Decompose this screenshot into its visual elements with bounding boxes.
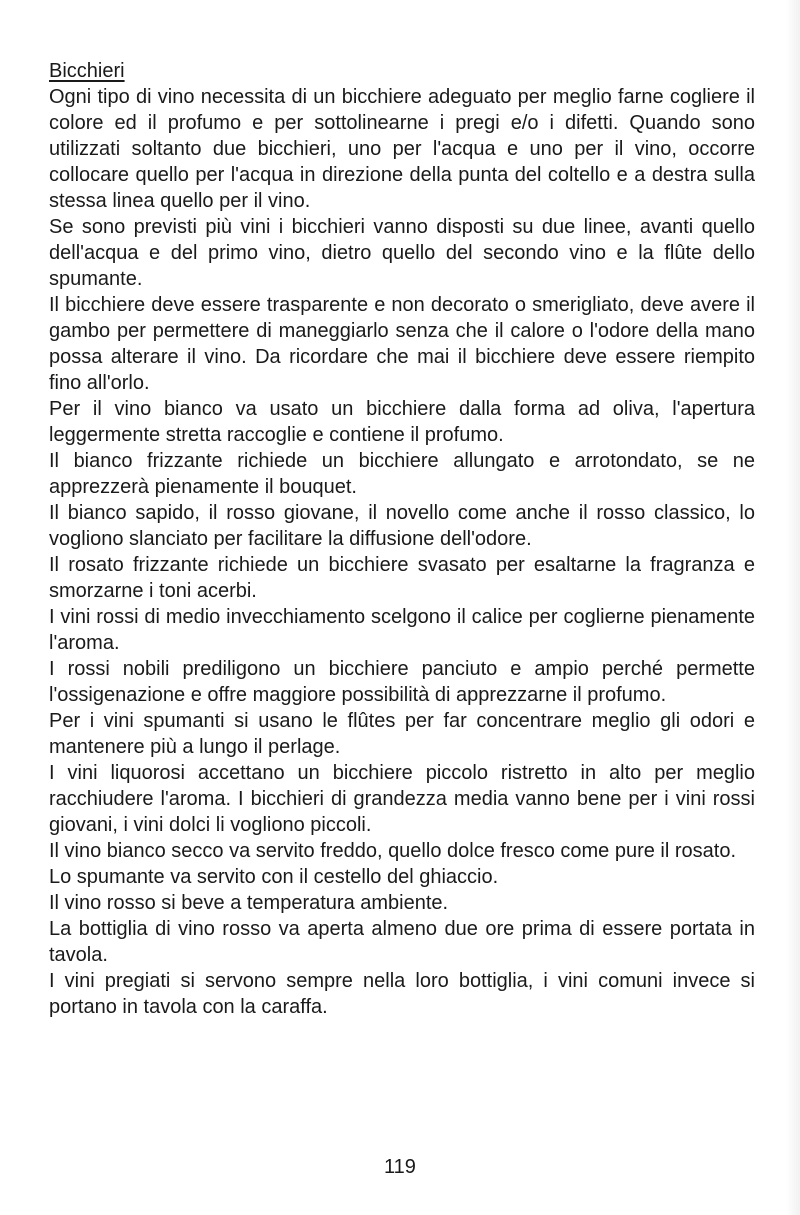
paragraph-10: Per i vini spumanti si usano le flûtes per far concentrare meglio gli odori e mantenere più a lungo il perlage. bbox=[49, 710, 755, 758]
page-number: 119 bbox=[384, 1156, 416, 1178]
paragraph-12: Il vino bianco secco va servito freddo, quello dolce fresco come pure il rosato. bbox=[49, 840, 737, 862]
paragraph-2: Se sono previsti più vini i bicchieri vanno disposti su due linee, avanti quello dell'acqua e del primo vino, dietro quello del secondo vino e la flûte dello spumante. bbox=[49, 216, 755, 290]
paragraph-4: Per il vino bianco va usato un bicchiere dalla forma ad oliva, l'apertura leggermente stretta raccoglie e contiene il profumo. bbox=[49, 398, 755, 446]
paragraph-15: La bottiglia di vino rosso va aperta almeno due ore prima di essere portata in tavola. bbox=[49, 918, 755, 966]
paragraph-11: I vini liquorosi accettano un bicchiere piccolo ristretto in alto per meglio racchiudere l'aroma. I bicchieri di grandezza media vanno bene per i vini rossi giovani, i vini dolci li vogliono piccoli. bbox=[49, 762, 755, 836]
paragraph-6: Il bianco sapido, il rosso giovane, il novello come anche il rosso classico, lo vogliono slanciato per facilitare la diffusione dell'odore. bbox=[49, 502, 755, 550]
page-body bbox=[49, 58, 755, 1020]
paragraph-1: Ogni tipo di vino necessita di un bicchiere adeguato per meglio farne cogliere il colore ed il profumo e per sottolinearne i pregi e/o i difetti. Quando sono utilizzati soltanto due bicchieri, uno per l'acqua e uno per il vino, occorre collocare quello per l'acqua in direzione della punta del coltello e a destra sulla stessa linea quello per il vino. bbox=[49, 86, 755, 212]
page-edge-shadow bbox=[786, 0, 800, 1215]
paragraph-5: Il bianco frizzante richiede un bicchiere allungato e arrotondato, se ne apprezzerà pienamente il bouquet. bbox=[49, 450, 755, 498]
paragraph-14: Il vino rosso si beve a temperatura ambiente. bbox=[49, 892, 449, 914]
paragraph-9: I rossi nobili prediligono un bicchiere panciuto e ampio perché permette l'ossigenazione e offre maggiore possibilità di apprezzarne il profumo. bbox=[49, 658, 755, 706]
paragraph-16: I vini pregiati si servono sempre nella loro bottiglia, i vini comuni invece si portano in tavola con la caraffa. bbox=[49, 970, 755, 1018]
paragraph-7: Il rosato frizzante richiede un bicchiere svasato per esaltarne la fragranza e smorzarne i toni acerbi. bbox=[49, 554, 755, 602]
section-heading: Bicchieri bbox=[49, 60, 125, 82]
paragraph-13: Lo spumante va servito con il cestello del ghiaccio. bbox=[49, 866, 499, 888]
paragraph-3: Il bicchiere deve essere trasparente e non decorato o smerigliato, deve avere il gambo per permettere di maneggiarlo senza che il calore o l'odore della mano possa alterare il vino. Da ricordare che mai il bicchiere deve essere riempito fino all'orlo. bbox=[49, 294, 755, 394]
paragraph-8: I vini rossi di medio invecchiamento scelgono il calice per coglierne pienamente l'aroma. bbox=[49, 606, 755, 654]
